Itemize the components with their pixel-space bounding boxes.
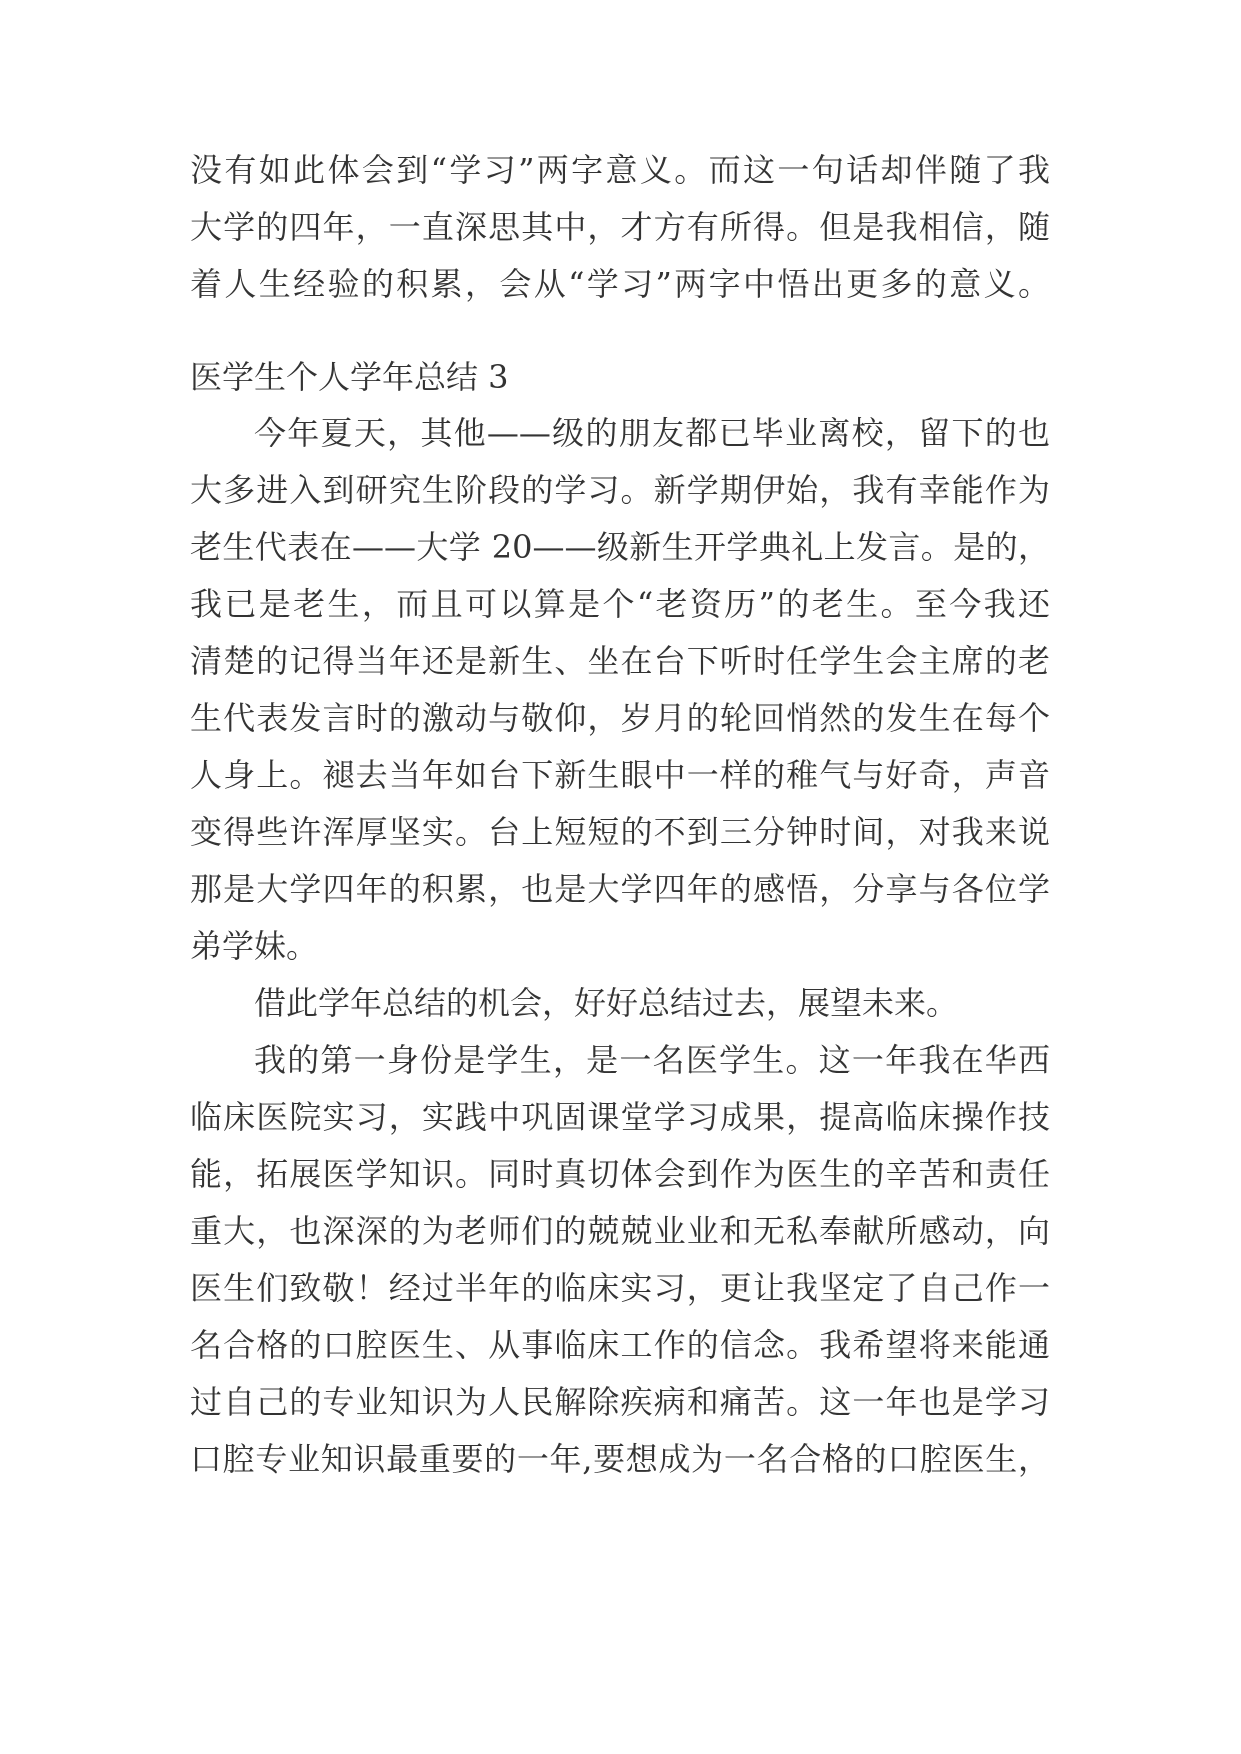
intro-line-1: 没有如此体会到“学习”两字意义。而这一句话却伴随了我 bbox=[190, 151, 1050, 189]
section-heading: 医学生个人学年总结 3 bbox=[190, 358, 509, 396]
para1-line-6: 生代表发言时的激动与敬仰，岁月的轮回悄然的发生在每个 bbox=[190, 699, 1050, 737]
para1-line-10: 弟学妹。 bbox=[190, 927, 319, 965]
para1-line-7: 人身上。褪去当年如台下新生眼中一样的稚气与好奇，声音 bbox=[190, 756, 1050, 794]
para3-line-4: 重大，也深深的为老师们的兢兢业业和无私奉献所感动，向 bbox=[190, 1212, 1050, 1250]
para3-line-5: 医生们致敬！经过半年的临床实习，更让我坚定了自己作一 bbox=[190, 1269, 1050, 1307]
para3-line-6: 名合格的口腔医生、从事临床工作的信念。我希望将来能通 bbox=[190, 1326, 1050, 1364]
para3-line-3: 能，拓展医学知识。同时真切体会到作为医生的辛苦和责任 bbox=[190, 1155, 1050, 1193]
para3-line-2: 临床医院实习，实践中巩固课堂学习成果，提高临床操作技 bbox=[190, 1098, 1050, 1136]
intro-line-2: 大学的四年，一直深思其中，才方有所得。但是我相信，随 bbox=[190, 208, 1050, 246]
para1-line-9: 那是大学四年的积累，也是大学四年的感悟，分享与各位学 bbox=[190, 870, 1050, 908]
intro-line-3: 着人生经验的积累，会从“学习”两字中悟出更多的意义。 bbox=[190, 265, 1050, 303]
document-body bbox=[190, 0, 1050, 1754]
para3-line-1: 我的第一身份是学生，是一名医学生。这一年我在华西 bbox=[254, 1041, 1050, 1079]
para2-line-1: 借此学年总结的机会，好好总结过去，展望未来。 bbox=[254, 984, 959, 1022]
para1-line-4: 我已是老生，而且可以算是个“老资历”的老生。至今我还 bbox=[190, 585, 1050, 623]
para3-line-7: 过自己的专业知识为人民解除疾病和痛苦。这一年也是学习 bbox=[190, 1383, 1050, 1421]
para1-line-3: 老生代表在——大学 20——级新生开学典礼上发言。是的， bbox=[190, 528, 1050, 566]
para3-line-8: 口腔专业知识最重要的一年,要想成为一名合格的口腔医生， bbox=[190, 1440, 1050, 1478]
para1-line-1: 今年夏天，其他——级的朋友都已毕业离校，留下的也 bbox=[254, 414, 1050, 452]
para1-line-2: 大多进入到研究生阶段的学习。新学期伊始，我有幸能作为 bbox=[190, 471, 1050, 509]
para1-line-5: 清楚的记得当年还是新生、坐在台下听时任学生会主席的老 bbox=[190, 642, 1050, 680]
para1-line-8: 变得些许浑厚坚实。台上短短的不到三分钟时间，对我来说 bbox=[190, 813, 1050, 851]
